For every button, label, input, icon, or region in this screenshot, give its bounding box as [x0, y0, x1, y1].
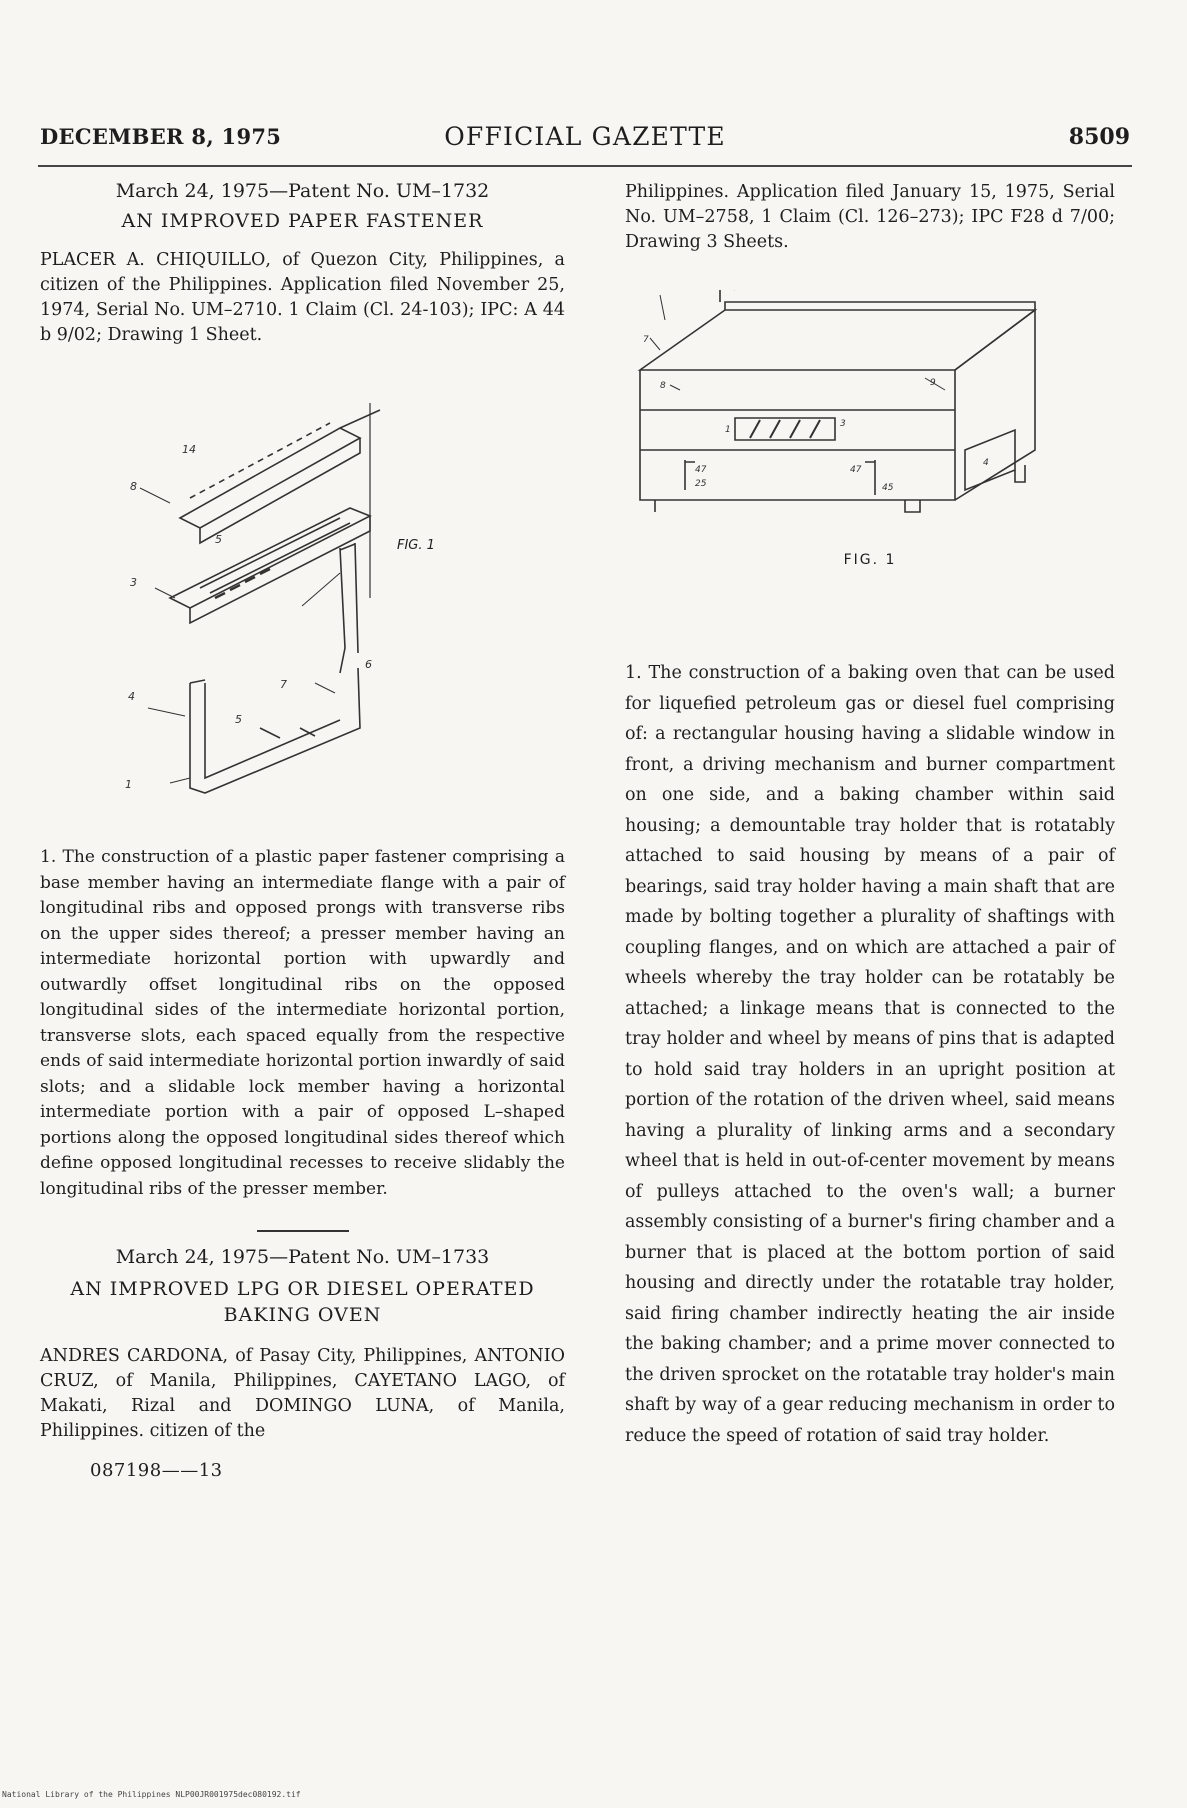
paper-fastener-drawing — [40, 398, 565, 828]
svg-text:1: 1 — [725, 425, 731, 435]
patent-separator — [257, 1230, 349, 1232]
svg-text:3: 3 — [130, 576, 137, 589]
svg-text:9: 9 — [930, 378, 936, 388]
svg-text:5: 5 — [235, 713, 242, 726]
svg-text:1: 1 — [125, 778, 132, 791]
patent-2-date: March 24, 1975—Patent No. UM–1733 — [115, 1246, 490, 1268]
patent-1-inventor-name: PLACER A. CHIQUILLO — [40, 250, 266, 270]
patent-1-figure — [40, 398, 565, 828]
svg-text:8: 8 — [130, 480, 137, 493]
left-column — [40, 180, 565, 1481]
svg-text:4: 4 — [128, 690, 135, 703]
patent-1-title: AN IMPROVED PAPER FASTENER — [121, 210, 484, 232]
svg-text:5: 5 — [215, 533, 222, 546]
patent-2-figure — [625, 290, 1115, 568]
patent-1-claim: 1. The construction of a plastic paper fastener comprising a base member having an intermediate flange with a pair of longitudinal ribs and opposed prongs with transverse ribs on the upper sides thereof; a presser member having an intermediate horizontal portion with upwardly and outwardly offset longitudinal ribs on the opposed longitudinal sides of the intermediate horizontal portion, transverse slots, each spaced equally from the respective ends of said intermediate horizontal portion inwardly of said slots; and a slidable lock member having a horizontal intermediate portion with a pair of opposed L–shaped portions along the opposed longitudinal sides thereof which define opposed longitudinal recesses to receive slidably the longitudinal ribs of the presser member. — [40, 847, 565, 1199]
scan-footer: National Library of the Philippines NLP00JR001975dec080192.tif — [2, 1790, 301, 1799]
patent-1-date: March 24, 1975—Patent No. UM–1732 — [115, 180, 490, 202]
baking-oven-drawing — [625, 290, 1115, 540]
patent-1-figure-label: FIG. 1 — [397, 538, 435, 553]
right-column — [625, 180, 1115, 1451]
patent-1-inventor-details: , of Quezon City, Philippines, a citizen of the Philippines. Application filed November 25, 1974, Serial No. UM–2710. 1 Claim (Cl. 24-103); IPC: A 44 b 9/02; Drawing 1 Sheet. — [40, 250, 565, 345]
header-page-number: 8509 — [1068, 124, 1130, 150]
header-title: OFFICIAL GAZETTE — [444, 122, 726, 151]
svg-text:47: 47 — [850, 465, 862, 475]
svg-text:47: 47 — [695, 465, 707, 475]
header-rule — [38, 165, 1132, 167]
footer-code: 087198——13 — [90, 1460, 223, 1481]
patent-1-inventor — [40, 248, 565, 348]
svg-text:4: 4 — [983, 458, 989, 468]
patent-2-inventors-continued: Philippines. Application filed January 15, 1975, Serial No. UM–2758, 1 Claim (Cl. 126–273); IPC F28 d 7/00; Drawing 3 Sheets. — [625, 182, 1115, 252]
patent-2-claim: 1. The construction of a baking oven that can be used for liquefied petroleum gas or diesel fuel comprising of: a rectangular housing having a slidable window in front, a driving mechanism and burner compartment on one side, and a baking chamber within said housing; a demountable tray holder that is rotatably attached to said housing by means of a pair of bearings, said tray holder having a main shaft that are made by bolting together a plurality of shaftings with coupling flanges, and on which are attached a pair of wheels whereby the tray holder can be rotatably be attached; a linkage means that is connected to the tray holder and wheel by means of pins that is adapted to hold said tray holders in an upright position at portion of the rotation of the driven wheel, said means having a plurality of linking arms and a secondary wheel that is held in out-of-center movement by means of pulleys attached to the oven's wall; a burner assembly consisting of a burner's firing chamber and a burner that is placed at the bottom portion of said housing and directly under the rotatable tray holder, said firing chamber indirectly heating the air inside the baking chamber; and a prime mover connected to the driven sprocket on the rotatable tray holder's main shaft by way of a gear reducing mechanism in order to reduce the speed of rotation of said tray holder. — [625, 663, 1115, 1446]
header-date: DECEMBER 8, 1975 — [40, 124, 282, 149]
svg-text:25: 25 — [695, 479, 707, 489]
page-header — [40, 118, 1130, 158]
svg-text:6: 6 — [365, 658, 372, 671]
svg-text:45: 45 — [882, 483, 894, 493]
svg-text:3: 3 — [840, 419, 846, 429]
svg-text:7: 7 — [643, 335, 649, 345]
patent-2-figure-label: FIG. 1 — [843, 552, 897, 568]
patent-2-inventors: ANDRES CARDONA, of Pasay City, Philippines, ANTONIO CRUZ, of Manila, Philippines, CAYETANO LAGO, of Makati, Rizal and DOMINGO LUNA, of Manila, Philippines. citizen of the — [40, 1346, 565, 1441]
svg-text:14: 14 — [182, 443, 196, 456]
patent-2-title: AN IMPROVED LPG OR DIESEL OPERATED BAKING OVEN — [70, 1278, 535, 1326]
svg-text:8: 8 — [660, 381, 666, 391]
svg-text:7: 7 — [280, 678, 287, 691]
